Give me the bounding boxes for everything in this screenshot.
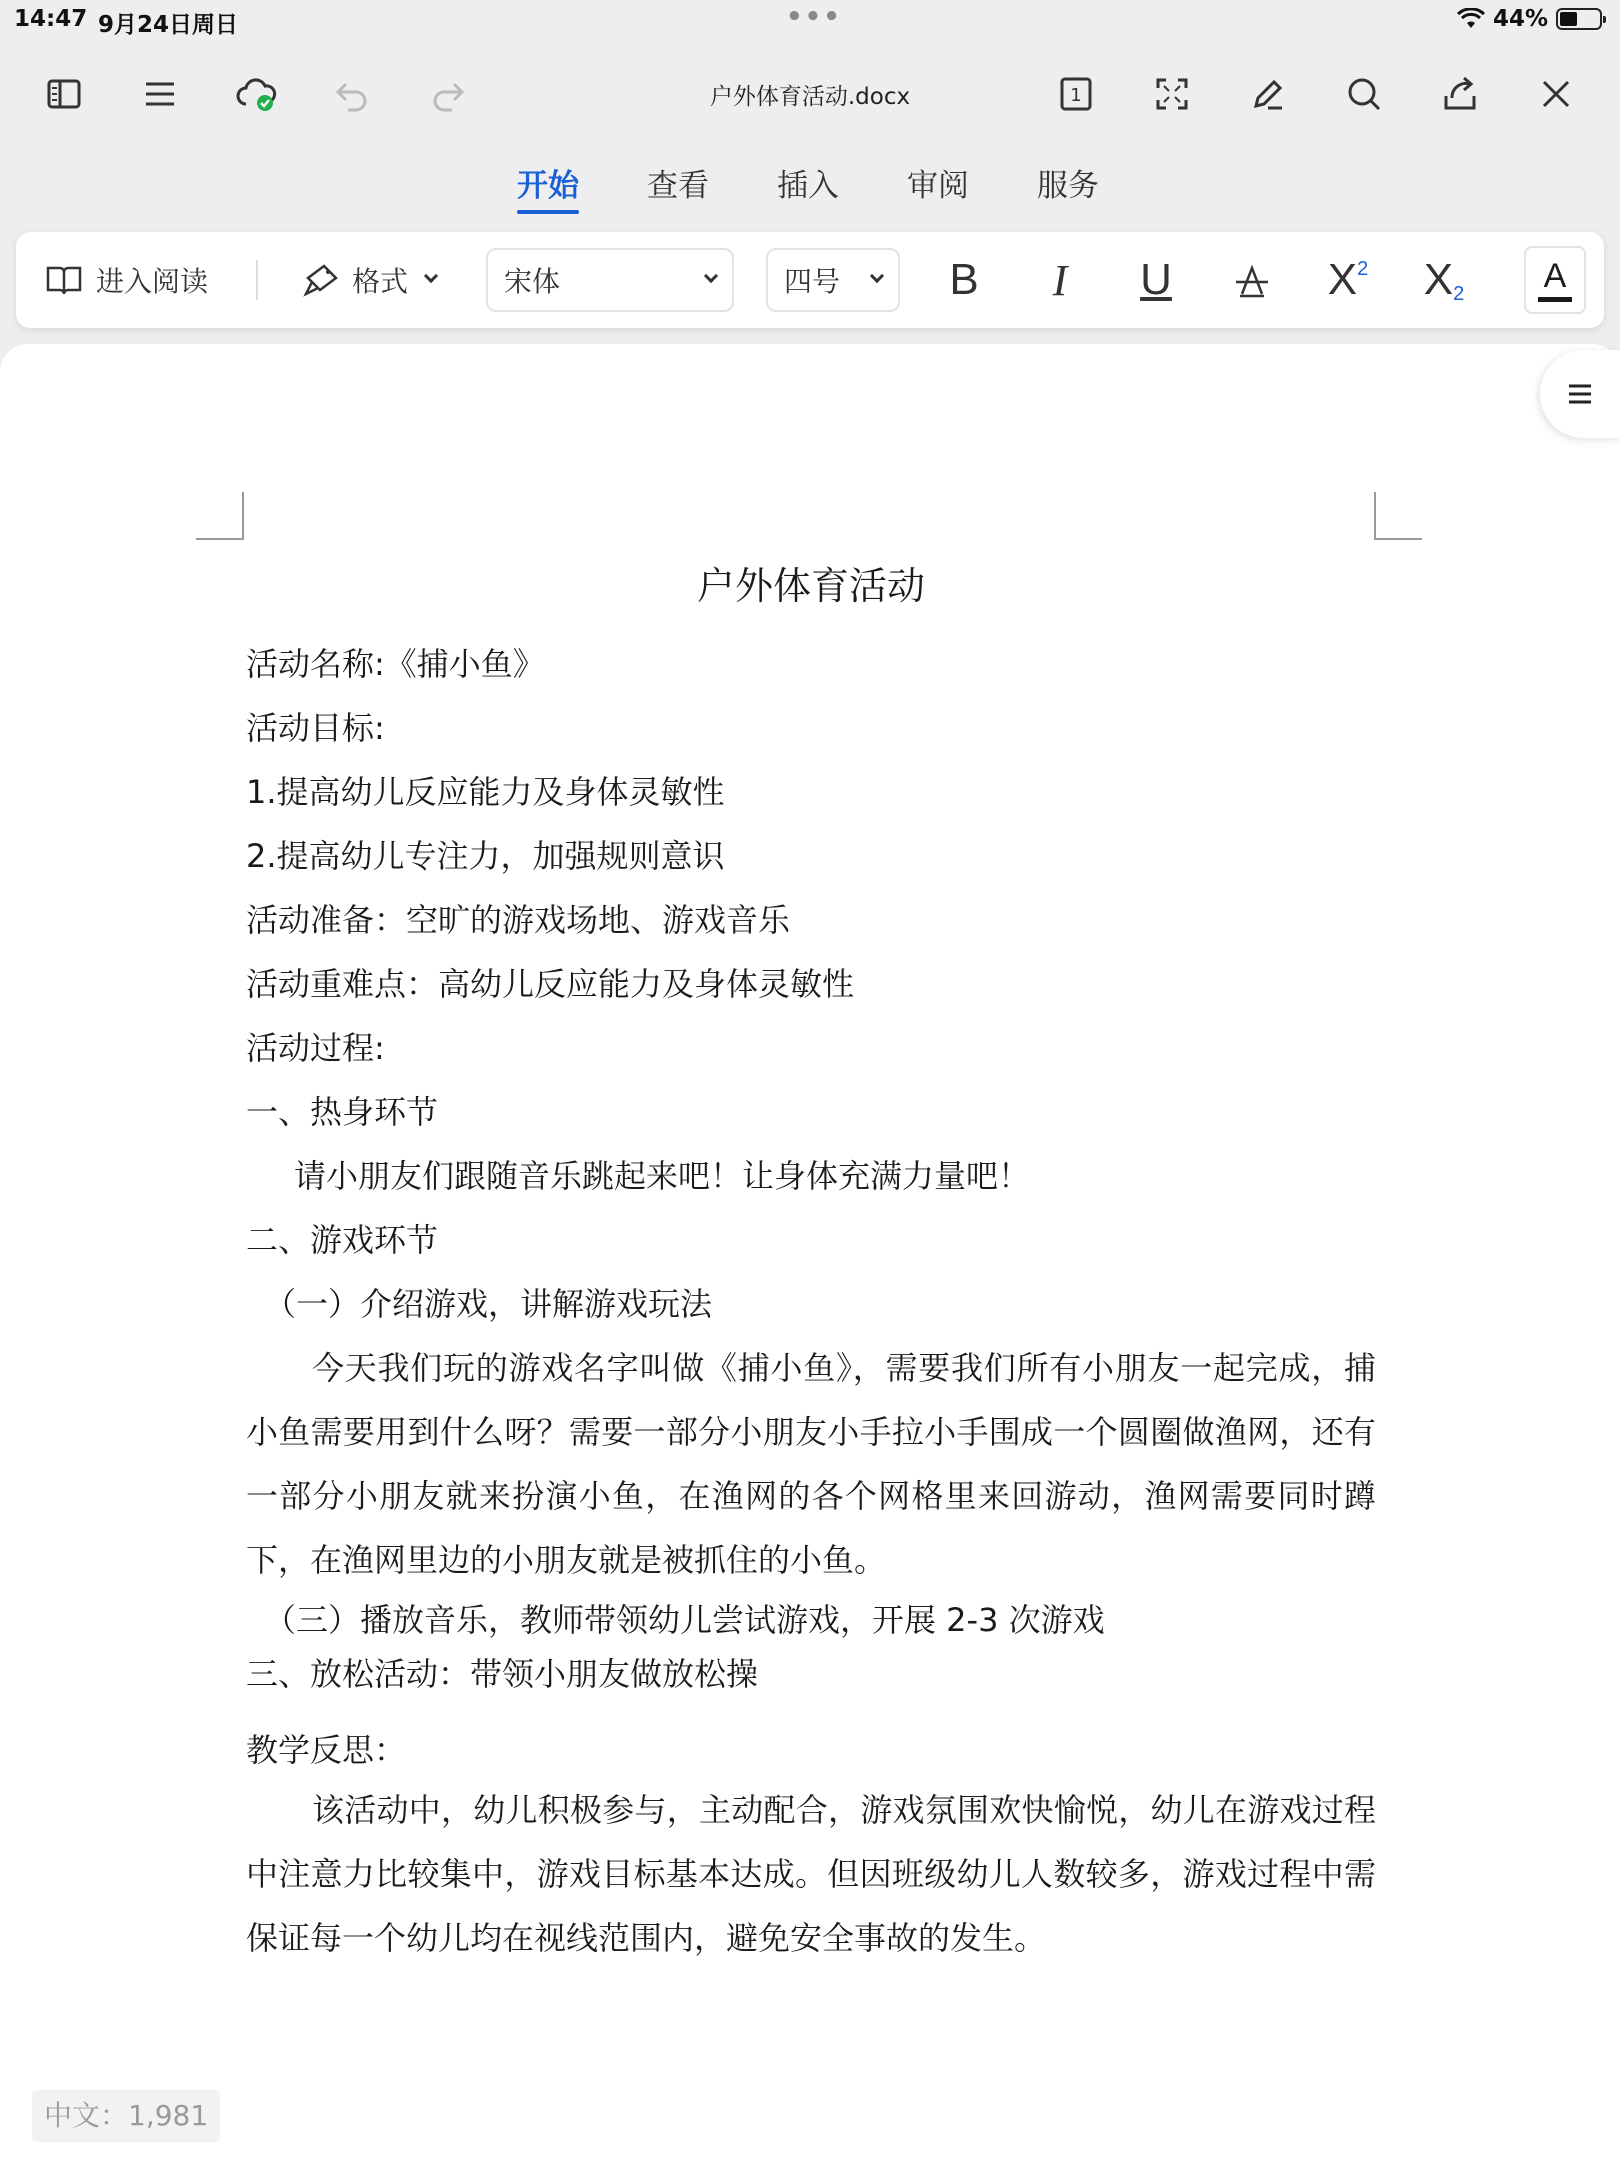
game-subheading-3: （三）播放音乐，教师带领幼儿尝试游戏，开展 2-3 次游戏 <box>264 1601 1105 1639</box>
doc-line: 活动过程: <box>246 1029 385 1067</box>
italic-button[interactable]: I <box>1052 255 1068 305</box>
doc-line: 活动目标: <box>246 709 385 747</box>
subscript-number: 2 <box>1453 282 1465 305</box>
reflection-heading: 教学反思： <box>246 1731 407 1769</box>
battery-level <box>1560 12 1577 26</box>
status-bar <box>0 0 1620 40</box>
book-icon <box>44 260 84 300</box>
ribbon-tabs <box>0 150 1620 220</box>
doc-line: 一、热身环节 <box>246 1093 439 1131</box>
battery-icon <box>1556 8 1602 30</box>
status-date: 9月24日周日 <box>98 12 239 38</box>
format-toolbar <box>16 232 1604 328</box>
strikethrough-icon <box>1232 260 1272 300</box>
chevron-down-icon <box>870 269 884 283</box>
tab-start[interactable] <box>517 160 579 205</box>
chevron-down-icon <box>704 269 718 283</box>
superscript-button[interactable]: X 2 <box>1327 255 1369 304</box>
doc-line: 1.提高幼儿反应能力及身体灵敏性 <box>246 773 725 811</box>
tab-start-label: 开始 <box>517 168 579 204</box>
active-tab-indicator <box>517 210 579 214</box>
page-badge-number: 1 <box>1070 85 1082 106</box>
tab-insert[interactable]: 插入 <box>777 168 839 204</box>
battery-percent: 44% <box>1492 6 1548 32</box>
chevron-down-icon <box>424 269 438 283</box>
font-color-swatch <box>1538 297 1572 302</box>
strikethrough-button[interactable] <box>1220 232 1284 328</box>
word-count-badge[interactable]: 中文：1,981 <box>32 2090 220 2142</box>
font-name-select[interactable] <box>486 248 734 312</box>
title-bar <box>0 40 1620 150</box>
page-margin-corner-left <box>196 492 244 540</box>
read-mode-label: 进入阅读 <box>96 265 209 298</box>
subscript-button[interactable]: X 2 <box>1423 255 1465 305</box>
font-size-select[interactable] <box>766 248 900 312</box>
reflection-paragraph: 该活动中，幼儿积极参与，主动配合，游戏氛围欢快愉悦，幼儿在游戏过程中注意力比较集中，游戏目标基本达成。但因班级幼儿人数较多，游戏过程中需保证每一个幼儿均在视线范围内，避免安全事故的发生。 <box>246 1791 1376 1957</box>
font-color-a-icon: A <box>1543 256 1567 295</box>
doc-line: 2.提高幼儿专注力，加强规则意识 <box>246 837 725 875</box>
outline-menu-button[interactable] <box>1540 350 1620 438</box>
edit-pen-icon[interactable] <box>1242 68 1294 120</box>
warmup-text: 请小朋友们跟随音乐跳起来吧！让身体充满力量吧！ <box>294 1157 1031 1195</box>
search-icon[interactable] <box>1338 68 1390 120</box>
game-heading: 二、游戏环节 <box>246 1221 439 1259</box>
wifi-icon <box>1457 8 1485 30</box>
page-count-icon[interactable] <box>1050 68 1102 120</box>
close-icon[interactable] <box>1530 68 1582 120</box>
tab-services[interactable]: 服务 <box>1037 168 1099 204</box>
font-name-value: 宋体 <box>504 265 561 298</box>
document-title: 户外体育活动.docx <box>709 84 911 110</box>
format-brush-icon <box>302 260 342 300</box>
bold-button[interactable]: B <box>949 255 979 304</box>
game-paragraph: 今天我们玩的游戏名字叫做《捕小鱼》，需要我们所有小朋友一起完成，捕小鱼需要用到什么呀？需要一部分小朋友小手拉小手围成一个圆圈做渔网，还有一部分小朋友就来扮演小鱼，在渔网的各个网格里来回游动，渔网需要同时蹲下，在渔网里边的小朋友就是被抓住的小鱼。 <box>246 1349 1376 1579</box>
document-heading: 户外体育活动 <box>696 564 925 608</box>
paragraph-gap <box>246 1700 1376 1722</box>
fullscreen-icon[interactable] <box>1146 68 1198 120</box>
status-time: 14:47 <box>14 6 88 32</box>
underline-button[interactable]: U <box>1140 255 1172 304</box>
format-label: 格式 <box>352 265 409 298</box>
multitasking-dots-icon[interactable]: ••• <box>786 2 842 32</box>
tab-review[interactable]: 审阅 <box>907 168 969 204</box>
format-painter-button[interactable] <box>302 232 436 328</box>
doc-line: 活动准备：空旷的游戏场地、游戏音乐 <box>246 901 791 939</box>
status-right <box>1457 6 1602 32</box>
doc-line: 活动重难点：高幼儿反应能力及身体灵敏性 <box>246 965 855 1003</box>
font-color-button[interactable] <box>1524 246 1586 314</box>
page-margin-corner-right <box>1374 492 1422 540</box>
read-mode-button[interactable] <box>44 232 208 328</box>
game-subheading-1: （一）介绍游戏，讲解游戏玩法 <box>264 1285 713 1323</box>
font-size-value: 四号 <box>784 265 841 298</box>
tab-view[interactable]: 查看 <box>647 168 709 204</box>
list-icon <box>1567 383 1593 405</box>
superscript-number: 2 <box>1357 257 1369 280</box>
toolbar-divider <box>256 260 258 300</box>
share-icon[interactable] <box>1434 68 1486 120</box>
document-body[interactable] <box>246 555 1376 1970</box>
relax-heading: 三、放松活动：带领小朋友做放松操 <box>246 1655 759 1693</box>
doc-line: 活动名称:《捕小鱼》 <box>246 645 545 683</box>
